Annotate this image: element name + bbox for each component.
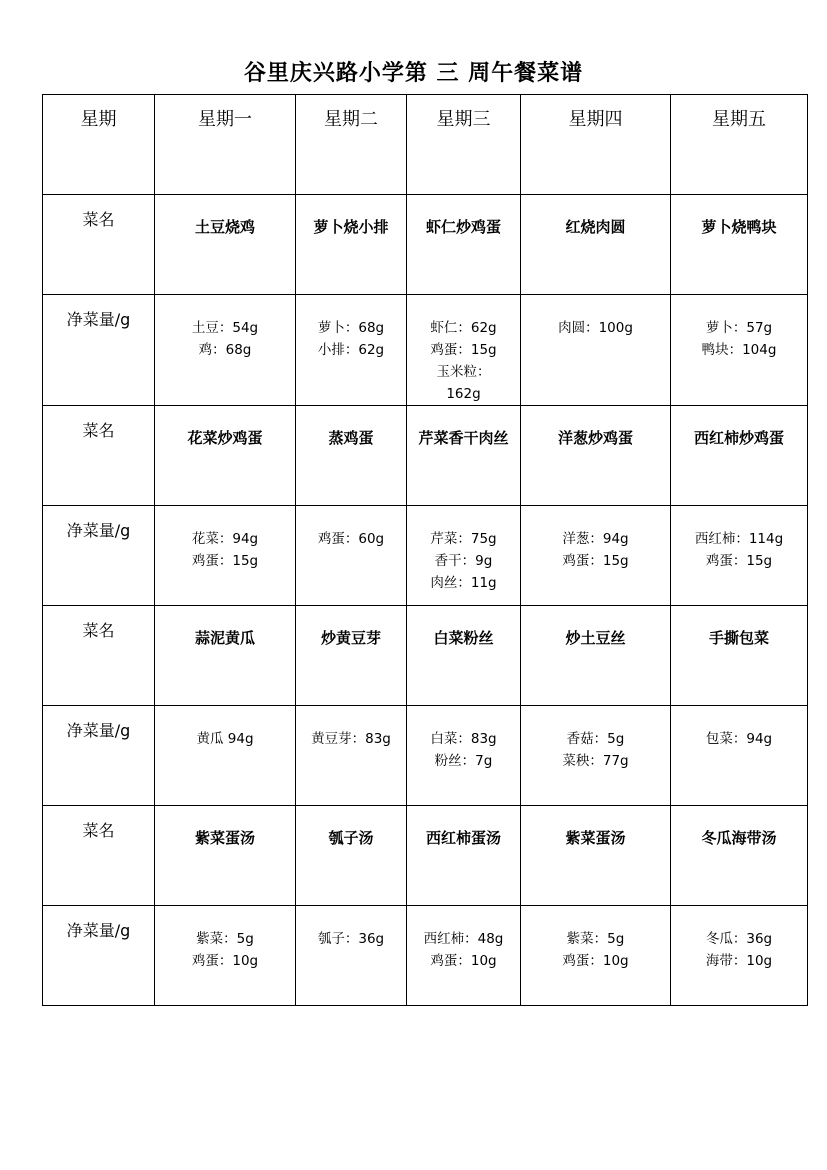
amount-cell [155, 906, 296, 1006]
dish-cell [671, 195, 808, 295]
amount-list [521, 906, 670, 972]
ingredient-amount: 瓠子：36g [317, 931, 385, 947]
ingredient-amount: 鸡蛋：60g [317, 531, 385, 547]
ingredient-amount: 紫菜：5g [566, 931, 625, 947]
header-day-cell [521, 95, 671, 195]
header-day-cell [296, 95, 407, 195]
dish-name: 西红柿蛋汤 [425, 829, 501, 847]
ingredient-amount: 冬瓜：36g [705, 931, 773, 947]
ingredient-amount: 包菜：94g [705, 731, 773, 747]
ingredient-amount: 黄豆芽：83g [311, 731, 391, 747]
ingredient-amount: 小排：62g [317, 342, 385, 358]
amount-label: 净菜量/g [66, 721, 131, 740]
dish-name: 炒黄豆芽 [320, 629, 381, 647]
ingredient-amount: 鸡蛋：10g [430, 953, 497, 969]
dish-cell [671, 606, 808, 706]
dish-name: 白菜粉丝 [433, 629, 494, 647]
amount-cell [155, 506, 296, 606]
dish-label: 菜名 [82, 821, 115, 840]
amount-list [155, 906, 295, 972]
dish-name: 冬瓜海带汤 [701, 829, 777, 847]
ingredient-amount: 黄瓜 94g [196, 731, 254, 747]
ingredient-amount: 萝卜：68g [317, 320, 385, 336]
amount-cell [521, 906, 671, 1006]
dish-cell [521, 406, 671, 506]
ingredient-amount: 鸭块：104g [701, 342, 777, 358]
day-label: 星期一 [198, 109, 252, 130]
dish-cell [407, 806, 521, 906]
dish-cell [155, 806, 296, 906]
ingredient-amount: 鸡蛋：15g [191, 553, 259, 569]
amount-cell [521, 706, 671, 806]
dish-label: 菜名 [82, 210, 115, 229]
amount-label: 净菜量/g [66, 521, 131, 540]
dish-cell [296, 606, 407, 706]
amount-label-cell [43, 295, 155, 406]
amount-cell [521, 506, 671, 606]
header-label-cell [43, 95, 155, 195]
dish-name: 紫菜蛋汤 [194, 829, 255, 847]
dish-cell [407, 606, 521, 706]
dish-name: 紫菜蛋汤 [565, 829, 626, 847]
amount-list [671, 906, 807, 972]
amount-cell [671, 706, 808, 806]
dish-name: 芹菜香干肉丝 [418, 429, 509, 447]
menu-table [42, 94, 808, 1006]
dish-name: 洋葱炒鸡蛋 [557, 429, 633, 447]
dish-label-cell [43, 195, 155, 295]
amount-list [521, 295, 670, 339]
dish-label: 菜名 [82, 621, 115, 640]
ingredient-amount: 162g [446, 386, 481, 402]
ingredient-amount: 土豆：54g [191, 320, 259, 336]
dish-label: 菜名 [82, 421, 115, 440]
amount-row [43, 906, 808, 1006]
dish-cell [407, 195, 521, 295]
amount-label-cell [43, 906, 155, 1006]
amount-list [671, 295, 807, 361]
amount-row [43, 295, 808, 406]
amount-list [407, 506, 520, 594]
amount-cell [671, 506, 808, 606]
dish-label-cell [43, 606, 155, 706]
dish-name: 瓠子汤 [328, 829, 374, 847]
dish-cell [155, 195, 296, 295]
dish-cell [296, 806, 407, 906]
ingredient-amount: 香干：9g [434, 553, 493, 569]
ingredient-amount: 玉米粒： [436, 364, 491, 380]
ingredient-amount: 肉圆：100g [558, 320, 633, 336]
ingredient-amount: 西红柿：48g [423, 931, 504, 947]
amount-list [671, 706, 807, 750]
amount-row [43, 706, 808, 806]
amount-list [296, 295, 406, 361]
day-label: 星期二 [324, 109, 378, 130]
amount-label-cell [43, 706, 155, 806]
amount-list [155, 295, 295, 361]
dish-row [43, 606, 808, 706]
dish-label-cell [43, 806, 155, 906]
dish-name: 萝卜烧鸭块 [701, 218, 777, 236]
amount-cell [155, 295, 296, 406]
dish-cell [296, 195, 407, 295]
dish-name: 蒜泥黄瓜 [194, 629, 255, 647]
amount-list [296, 506, 406, 550]
day-label: 星期三 [436, 109, 491, 130]
amount-list [671, 506, 807, 572]
amount-cell [296, 906, 407, 1006]
amount-list [521, 706, 670, 772]
ingredient-amount: 萝卜：57g [705, 320, 773, 336]
amount-cell [296, 506, 407, 606]
amount-cell [407, 906, 521, 1006]
dish-name: 萝卜烧小排 [313, 218, 389, 236]
ingredient-amount: 肉丝：11g [430, 575, 497, 591]
amount-cell [521, 295, 671, 406]
ingredient-amount: 芹菜：75g [430, 531, 497, 547]
dish-cell [155, 406, 296, 506]
amount-cell [407, 295, 521, 406]
dish-row [43, 195, 808, 295]
amount-cell [296, 706, 407, 806]
dish-cell [407, 406, 521, 506]
ingredient-amount: 鸡蛋：10g [562, 953, 629, 969]
ingredient-amount: 洋葱：94g [562, 531, 629, 547]
header-label: 星期 [80, 109, 117, 130]
amount-cell [407, 506, 521, 606]
dish-name: 西红柿炒鸡蛋 [693, 429, 784, 447]
dish-label-cell [43, 406, 155, 506]
dish-name: 炒土豆丝 [565, 629, 626, 647]
header-row [43, 95, 808, 195]
dish-cell [671, 806, 808, 906]
dish-name: 土豆烧鸡 [194, 218, 255, 236]
ingredient-amount: 白菜：83g [430, 731, 497, 747]
ingredient-amount: 粉丝：7g [434, 753, 493, 769]
dish-cell [521, 195, 671, 295]
amount-label: 净菜量/g [66, 921, 131, 940]
amount-list [296, 906, 406, 950]
dish-cell [521, 606, 671, 706]
amount-cell [671, 906, 808, 1006]
ingredient-amount: 西红柿：114g [694, 531, 784, 547]
dish-cell [296, 406, 407, 506]
amount-list [407, 706, 520, 772]
dish-name: 花菜炒鸡蛋 [187, 429, 263, 447]
amount-list [407, 295, 520, 405]
dish-name: 蒸鸡蛋 [328, 429, 374, 447]
dish-name: 虾仁炒鸡蛋 [425, 218, 501, 236]
amount-list [155, 506, 295, 572]
dish-cell [155, 606, 296, 706]
day-label: 星期五 [712, 109, 766, 130]
amount-list [155, 706, 295, 750]
ingredient-amount: 鸡蛋：15g [430, 342, 497, 358]
ingredient-amount: 花菜：94g [191, 531, 259, 547]
amount-list [407, 906, 520, 972]
amount-row [43, 506, 808, 606]
amount-cell [671, 295, 808, 406]
header-day-cell [407, 95, 521, 195]
ingredient-amount: 虾仁：62g [430, 320, 497, 336]
dish-name: 手撕包菜 [708, 629, 769, 647]
amount-list [521, 506, 670, 572]
ingredient-amount: 鸡蛋：15g [562, 553, 629, 569]
dish-cell [521, 806, 671, 906]
amount-cell [296, 295, 407, 406]
dish-cell [671, 406, 808, 506]
dish-name: 红烧肉圆 [565, 218, 626, 236]
ingredient-amount: 紫菜：5g [196, 931, 254, 947]
ingredient-amount: 海带：10g [705, 953, 773, 969]
header-day-cell [155, 95, 296, 195]
amount-cell [407, 706, 521, 806]
page-title: 谷里庆兴路小学第 三 周午餐菜谱 [243, 61, 584, 86]
header-day-cell [671, 95, 808, 195]
ingredient-amount: 鸡蛋：15g [705, 553, 773, 569]
ingredient-amount: 鸡：68g [198, 342, 252, 358]
ingredient-amount: 香菇：5g [566, 731, 625, 747]
ingredient-amount: 菜秧：77g [562, 753, 629, 769]
day-label: 星期四 [568, 109, 623, 130]
dish-row [43, 406, 808, 506]
ingredient-amount: 鸡蛋：10g [191, 953, 259, 969]
dish-row [43, 806, 808, 906]
amount-cell [155, 706, 296, 806]
amount-list [296, 706, 406, 750]
amount-label-cell [43, 506, 155, 606]
amount-label: 净菜量/g [66, 310, 131, 329]
